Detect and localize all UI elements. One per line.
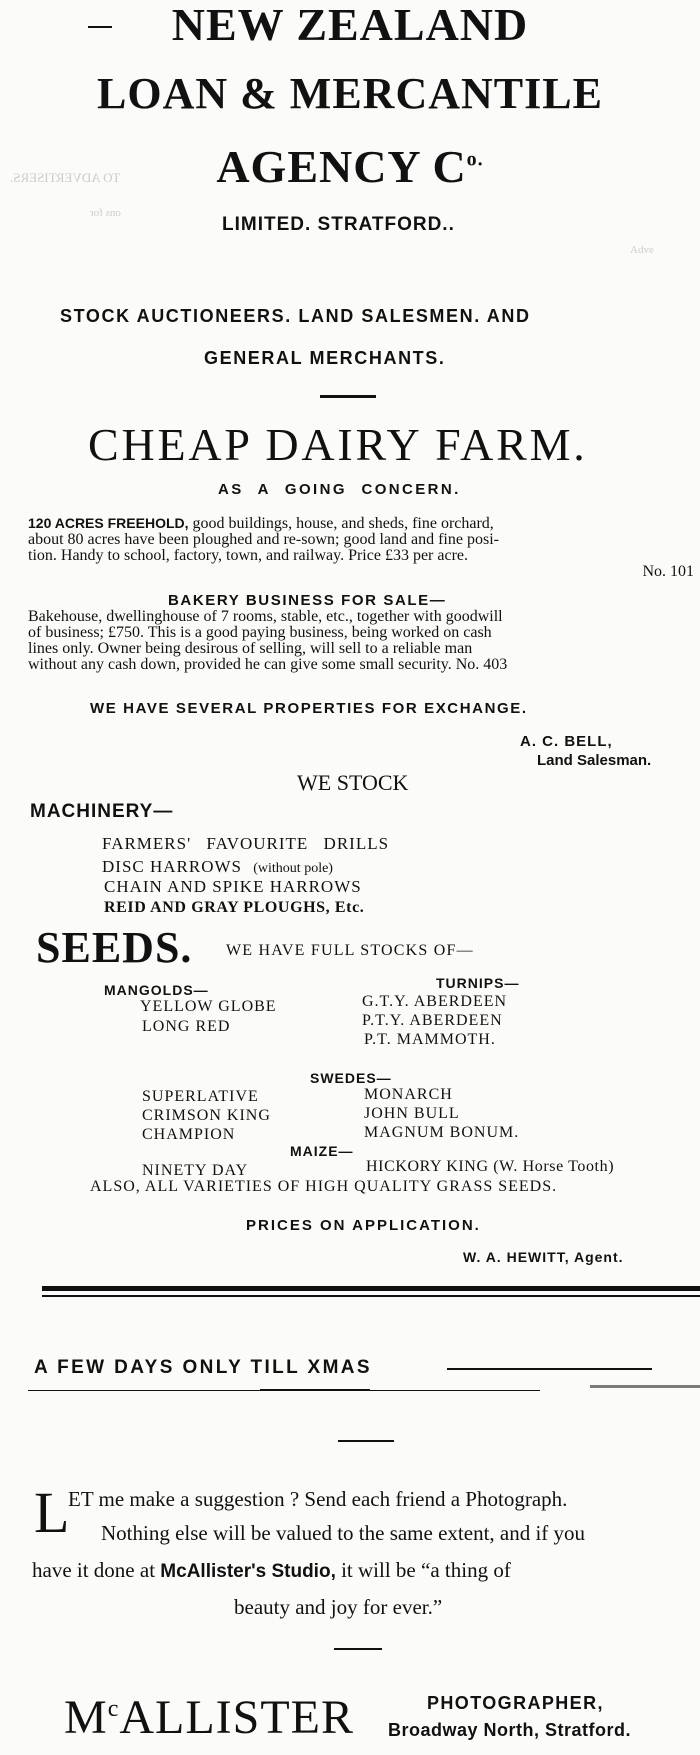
photo-line3-a: have it done at bbox=[32, 1558, 161, 1582]
xmas-base-rule-dark bbox=[260, 1389, 370, 1391]
photo-line4: beauty and joy for ever.” bbox=[234, 1595, 443, 1619]
bakery-paragraph bbox=[28, 609, 698, 673]
dairy-line1: good buildings, house, and sheds, fine orchard, bbox=[188, 515, 494, 532]
prices-notice: PRICES ON APPLICATION. bbox=[246, 1217, 481, 1234]
name-c: c bbox=[107, 1696, 120, 1722]
bakery-title: BAKERY BUSINESS FOR SALE— bbox=[168, 592, 447, 609]
business-line2: GENERAL MERCHANTS. bbox=[204, 348, 446, 368]
swede-item: CRIMSON KING bbox=[142, 1107, 271, 1124]
pole-note: (without pole) bbox=[253, 861, 333, 876]
drop-cap-letter: L bbox=[34, 1480, 70, 1545]
company-name-line1: NEW ZEALAND bbox=[171, 0, 529, 50]
dairy-title: CHEAP DAIRY FARM. bbox=[88, 419, 588, 470]
mangold-item: YELLOW GLOBE bbox=[140, 998, 277, 1015]
company-name-line2: LOAN & MERCANTILE bbox=[97, 69, 603, 118]
swede-item: SUPERLATIVE bbox=[142, 1088, 259, 1105]
turnip-item: G.T.Y. ABERDEEN bbox=[362, 993, 508, 1010]
hewitt-agent: W. A. HEWITT, Agent. bbox=[463, 1249, 624, 1265]
name-rest: ALLISTER bbox=[119, 1691, 354, 1744]
divider-rule bbox=[334, 1648, 382, 1650]
bell-name: A. C. BELL, bbox=[520, 733, 613, 750]
swedes-heading: SWEDES— bbox=[310, 1070, 392, 1086]
bell-role: Land Salesman. bbox=[537, 752, 652, 769]
bakery-line4: without any cash down, provided he can give some small security. No. 403 bbox=[28, 656, 508, 673]
turnip-item: P.T. MAMMOTH. bbox=[364, 1031, 496, 1048]
section-rule-thin bbox=[42, 1295, 700, 1297]
name-m: M bbox=[64, 1691, 108, 1744]
ghost-text: ons for bbox=[90, 207, 121, 219]
photo-line3-c: it will be “a thing of bbox=[335, 1558, 511, 1582]
seeds-title: SEEDS. bbox=[36, 923, 193, 972]
bakery-line1: Bakehouse, dwellinghouse of 7 rooms, stable, etc., together with goodwill bbox=[28, 608, 503, 625]
stock-title: WE STOCK bbox=[297, 770, 409, 795]
company-name-line3 bbox=[0, 140, 700, 193]
ghost-text: Adve bbox=[630, 244, 654, 256]
limited-stratford: LIMITED. STRATFORD.. bbox=[222, 214, 455, 235]
dairy-line3: tion. Handy to school, factory, town, and railway. Price £33 per acre. bbox=[28, 547, 469, 564]
maize-item: HICKORY KING (W. Horse Tooth) bbox=[366, 1158, 615, 1175]
seeds-intro: WE HAVE FULL STOCKS OF— bbox=[226, 942, 474, 959]
studio-name: McAllister's Studio, bbox=[160, 1561, 336, 1582]
divider-rule bbox=[338, 1440, 394, 1442]
photo-line3 bbox=[32, 1558, 511, 1583]
swede-item: MONARCH bbox=[364, 1086, 453, 1103]
mcallister-name bbox=[64, 1690, 354, 1745]
turnips-heading: TURNIPS— bbox=[436, 975, 520, 991]
photographer-role: PHOTOGRAPHER, bbox=[427, 1693, 604, 1713]
dairy-paragraph bbox=[28, 515, 698, 580]
exchange-notice: WE HAVE SEVERAL PROPERTIES FOR EXCHANGE. bbox=[90, 700, 528, 717]
maize-heading: MAIZE— bbox=[290, 1143, 354, 1159]
bakery-line2: of business; £750. This is a good paying business, being worked on cash bbox=[28, 624, 492, 641]
xmas-dash-rule bbox=[447, 1368, 652, 1370]
turnip-item: P.T.Y. ABERDEEN bbox=[362, 1012, 503, 1029]
ghost-text: TO ADVERTISERS. bbox=[10, 170, 121, 185]
dairy-subtitle: AS A GOING CONCERN. bbox=[218, 481, 461, 498]
dairy-ref: No. 101 bbox=[642, 563, 694, 580]
machinery-heading: MACHINERY— bbox=[30, 801, 174, 822]
divider-rule bbox=[320, 395, 376, 398]
dairy-lead: 120 ACRES FREEHOLD, bbox=[28, 515, 189, 531]
grass-seeds: ALSO, ALL VARIETIES OF HIGH QUALITY GRASS SEEDS. bbox=[90, 1178, 558, 1195]
machinery-item-1: FARMERS' FAVOURITE DRILLS bbox=[102, 834, 390, 853]
studio-address: Broadway North, Stratford. bbox=[388, 1720, 632, 1740]
mangold-item: LONG RED bbox=[142, 1018, 231, 1035]
swede-item: JOHN BULL bbox=[364, 1105, 460, 1122]
machinery-item-3: CHAIN AND SPIKE HARROWS bbox=[104, 877, 362, 896]
xmas-headline: A FEW DAYS ONLY TILL XMAS bbox=[34, 1357, 373, 1378]
photo-line2: Nothing else will be valued to the same extent, and if you bbox=[101, 1521, 586, 1545]
agency-text: AGENCY C bbox=[216, 141, 467, 192]
mangolds-heading: MANGOLDS— bbox=[104, 982, 209, 998]
maize-item: NINETY DAY bbox=[142, 1162, 249, 1179]
dairy-line2: about 80 acres have been ploughed and re-sown; good land and fine posi- bbox=[28, 531, 499, 548]
machinery-item-2 bbox=[102, 857, 333, 877]
bakery-line3: lines only. Owner being desirous of selling, will sell to a reliable man bbox=[28, 640, 473, 657]
machinery-item-4: REID AND GRAY PLOUGHS, Etc. bbox=[104, 899, 365, 916]
swede-item: CHAMPION bbox=[142, 1126, 236, 1143]
photo-line1: ET me make a suggestion ? Send each friend a Photograph. bbox=[68, 1487, 568, 1511]
disc-harrows: DISC HARROWS bbox=[102, 857, 242, 876]
business-line1: STOCK AUCTIONEERS. LAND SALESMEN. AND bbox=[60, 306, 531, 326]
swede-item: MAGNUM BONUM. bbox=[364, 1124, 520, 1141]
smudge-mark bbox=[590, 1385, 700, 1388]
section-rule-thick bbox=[42, 1286, 700, 1291]
agency-suffix: o. bbox=[466, 148, 484, 171]
